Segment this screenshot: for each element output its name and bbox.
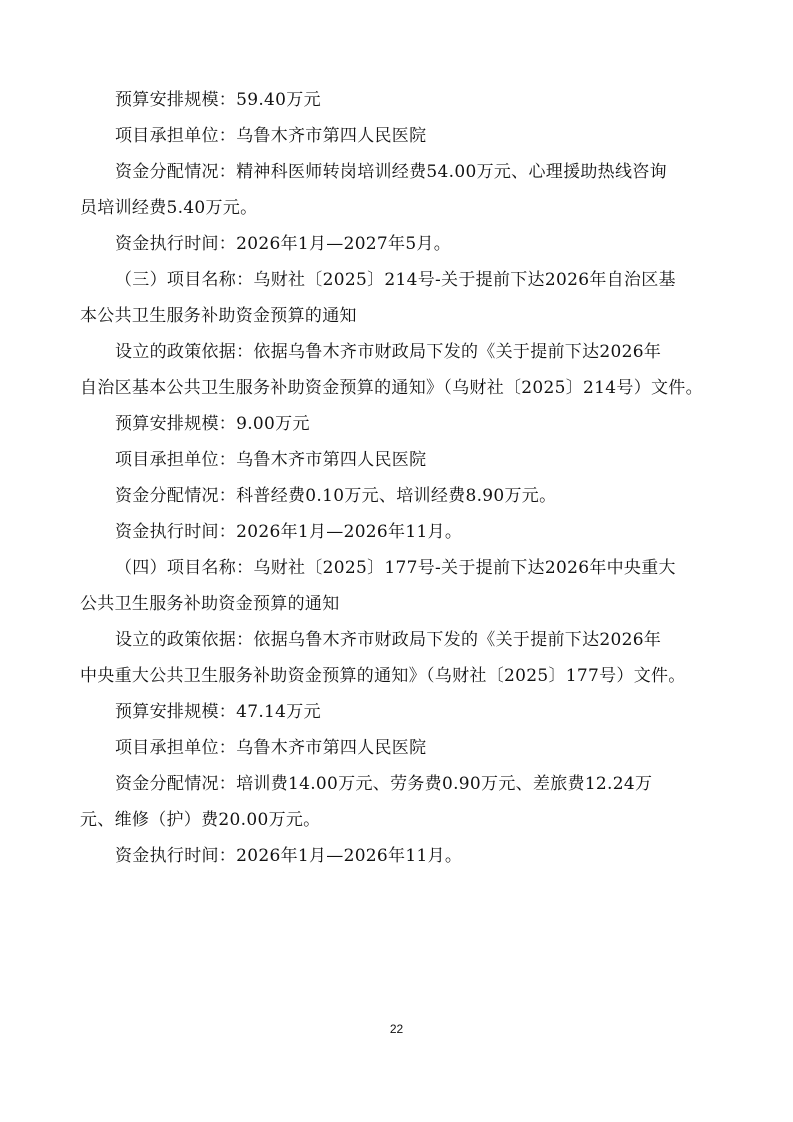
budget-scale-3: 预算安排规模：9.00万元 xyxy=(115,414,310,434)
execution-time-3: 资金执行时间：2026年1月—2026年11月。 xyxy=(115,522,463,542)
fund-allocation-1-cont: 员培训经费5.40万元。 xyxy=(80,198,258,218)
project-unit-3: 项目承担单位：乌鲁木齐市第四人民医院 xyxy=(115,450,427,470)
fund-allocation-4: 资金分配情况：培训费14.00万元、劳务费0.90万元、差旅费12.24万 xyxy=(115,774,653,794)
fund-allocation-3: 资金分配情况：科普经费0.10万元、培训经费8.90万元。 xyxy=(115,486,557,506)
project-title-4: （四）项目名称：乌财社〔2025〕177号-关于提前下达2026年中央重大 xyxy=(115,558,676,578)
project-title-3: （三）项目名称：乌财社〔2025〕214号-关于提前下达2026年自治区基 xyxy=(115,270,676,290)
policy-basis-3: 设立的政策依据：依据乌鲁木齐市财政局下发的《关于提前下达2026年 xyxy=(115,342,662,362)
execution-time-4: 资金执行时间：2026年1月—2026年11月。 xyxy=(115,846,463,866)
budget-scale-4: 预算安排规模：47.14万元 xyxy=(115,702,321,722)
budget-scale-1: 预算安排规模：59.40万元 xyxy=(115,90,321,110)
policy-basis-4-cont: 中央重大公共卫生服务补助资金预算的通知》（乌财社〔2025〕177号）文件。 xyxy=(80,666,686,686)
project-title-3-cont: 本公共卫生服务补助资金预算的通知 xyxy=(80,306,357,326)
policy-basis-4: 设立的政策依据：依据乌鲁木齐市财政局下发的《关于提前下达2026年 xyxy=(115,630,662,650)
policy-basis-3-cont: 自治区基本公共卫生服务补助资金预算的通知》（乌财社〔2025〕214号）文件。 xyxy=(80,378,703,398)
project-unit-1: 项目承担单位：乌鲁木齐市第四人民医院 xyxy=(115,126,427,146)
fund-allocation-1: 资金分配情况：精神科医师转岗培训经费54.00万元、心理援助热线咨询 xyxy=(115,162,667,182)
fund-allocation-4-cont: 元、维修（护）费20.00万元。 xyxy=(80,810,321,830)
execution-time-1: 资金执行时间：2026年1月—2027年5月。 xyxy=(115,234,452,254)
project-title-4-cont: 公共卫生服务补助资金预算的通知 xyxy=(80,594,340,614)
page-number: 22 xyxy=(389,1022,404,1036)
project-unit-4: 项目承担单位：乌鲁木齐市第四人民医院 xyxy=(115,738,427,758)
